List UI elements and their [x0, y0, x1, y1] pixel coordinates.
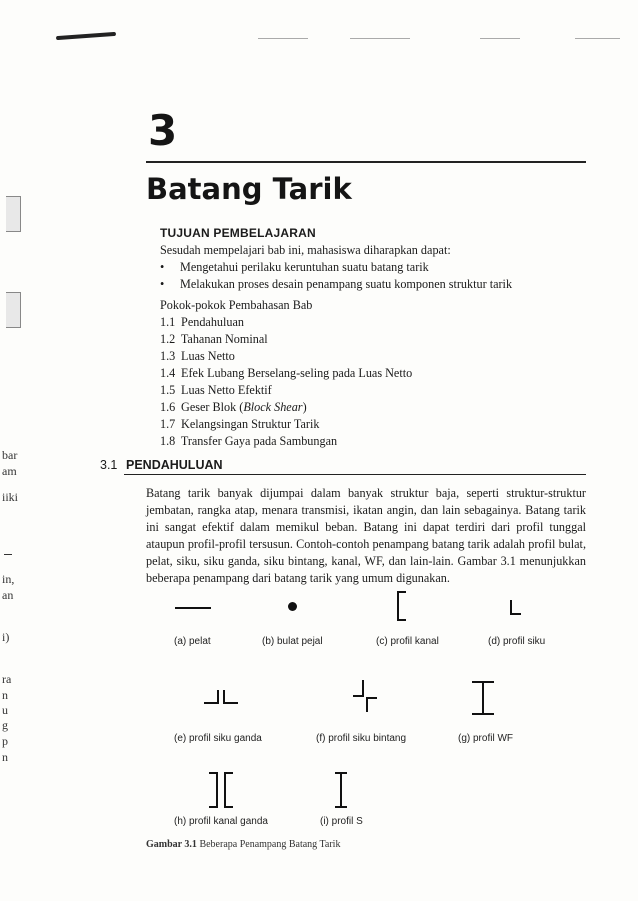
section-title: PENDAHULUAN	[126, 458, 223, 472]
margin-fragment: in,	[2, 572, 15, 586]
figure-label: (f) profil siku bintang	[316, 733, 407, 744]
figure-caption: Gambar 3.1 Beberapa Penampang Batang Tarik	[146, 839, 341, 850]
section-paragraph: Batang tarik banyak dijumpai dalam banyak struktur baja, seperti struktur-struktur jembatan, rangka atap, menara transmisi, ikatan angin, dan lain sebagainya. Batang tarik ini sangat efektif dalam memikul beban. Batang ini dapat terdiri dari profil tunggal ataupun profil-profil tersusun. Contoh-contoh penampang batang tarik adalah profil bulat, pelat, siku, siku ganda, siku bintang, kanal, WF, dan lain-lain. Gambar 3.1 menunjukkan beberapa penampang dari batang tarik yang umum digunakan.	[146, 486, 586, 585]
figure-label: (h) profil kanal ganda	[174, 816, 268, 827]
scan-mark	[56, 32, 116, 40]
scan-dash	[350, 38, 410, 39]
topic-item: 1.5 Luas Netto Efektif	[160, 383, 272, 397]
chapter-number: 3	[148, 106, 178, 155]
objective-item: • Mengetahui perilaku keruntuhan suatu batang tarik	[160, 260, 429, 274]
wf-shape	[470, 680, 496, 716]
figure-label: (c) profil kanal	[376, 636, 439, 647]
channel-shape	[394, 590, 410, 622]
figure-label: (d) profil siku	[488, 636, 546, 647]
s-profile-shape	[332, 770, 350, 810]
chapter-title: Batang Tarik	[146, 172, 352, 206]
topic-item: 1.7 Kelangsingan Struktur Tarik	[160, 417, 320, 431]
topic-item: 1.1 Pendahuluan	[160, 315, 245, 329]
objectives-heading: TUJUAN PEMBELAJARAN	[160, 226, 316, 240]
figure-label: (g) profil WF	[458, 733, 513, 744]
margin-fragment: ra	[2, 672, 12, 686]
topic-item: 1.6 Geser Blok (Block Shear)	[160, 400, 307, 414]
star-angle-shape	[350, 676, 380, 716]
bullet-icon: •	[160, 260, 165, 274]
topics-heading: Pokok-pokok Pembahasan Bab	[160, 298, 313, 312]
scan-dash	[575, 38, 620, 39]
topic-item: 1.3 Luas Netto	[160, 349, 235, 363]
section-rule	[124, 474, 586, 475]
margin-fragment: i)	[2, 630, 10, 644]
figure-label: (i) profil S	[320, 816, 363, 827]
figure-label: (b) bulat pejal	[262, 636, 323, 647]
topic-item: 1.2 Tahanan Nominal	[160, 332, 268, 346]
section-number: 3.1	[100, 458, 118, 472]
margin-fragment: an	[2, 588, 14, 602]
margin-fragment: g	[2, 718, 8, 732]
round-bar-shape	[288, 602, 297, 611]
margin-fragment: am	[2, 464, 17, 478]
margin-dash	[4, 554, 12, 555]
margin-fragment: n	[2, 750, 8, 764]
binding-mark	[6, 292, 21, 328]
binding-mark	[6, 196, 21, 232]
margin-fragment: n	[2, 688, 8, 702]
margin-fragment: bar	[2, 448, 18, 462]
objective-item: • Melakukan proses desain penampang suatu komponen struktur tarik	[160, 277, 513, 291]
plate-shape	[175, 607, 211, 609]
topic-item: 1.4 Efek Lubang Berselang-seling pada Luas Netto	[160, 366, 413, 380]
figure-label: (e) profil siku ganda	[174, 733, 262, 744]
double-channel-shape	[206, 770, 236, 810]
double-angle-shape	[200, 688, 244, 708]
margin-fragment: iiki	[2, 490, 19, 504]
objectives-intro: Sesudah mempelajari bab ini, mahasiswa diharapkan dapat:	[160, 243, 451, 257]
angle-shape	[508, 598, 524, 618]
margin-fragment: p	[2, 734, 8, 748]
scan-dash	[258, 38, 308, 39]
topic-item: 1.8 Transfer Gaya pada Sambungan	[160, 434, 338, 448]
topic-label-block-shear: Geser Blok (Block Shear)	[181, 400, 307, 414]
bullet-icon: •	[160, 277, 165, 291]
margin-fragment: u	[2, 703, 8, 717]
scan-dash	[480, 38, 520, 39]
chapter-rule	[146, 161, 586, 163]
figure-label: (a) pelat	[174, 636, 211, 647]
